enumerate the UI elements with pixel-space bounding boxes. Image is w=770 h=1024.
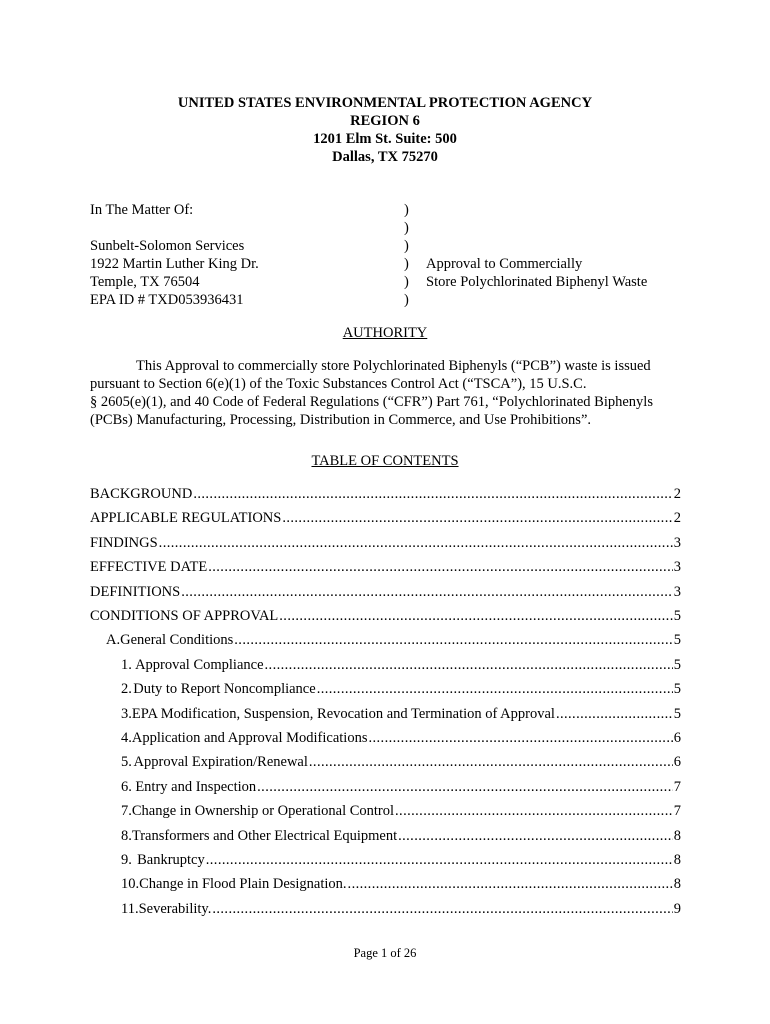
- toc-entry-page: 3: [673, 534, 681, 551]
- toc-entry-number: 7.: [121, 803, 132, 820]
- matter-of-label: In The Matter Of:: [90, 202, 194, 218]
- authority-line-1: This Approval to commercially store Polychlorinated Biphenyls (“PCB”) waste is issued: [136, 358, 651, 374]
- toc-entry-page: 8: [673, 876, 681, 893]
- toc-entry-label: Severability.: [138, 900, 212, 917]
- caption-subject-block: [426, 201, 746, 291]
- toc-entry[interactable]: [90, 558, 681, 576]
- toc-entry-page: 5: [673, 608, 681, 624]
- toc-entry[interactable]: [90, 583, 681, 601]
- toc-entry-label: EPA Modification, Suspension, Revocation and Termination of Approval: [131, 705, 555, 722]
- toc-entry-number: 2.: [121, 681, 132, 698]
- toc-entry-number: 4.: [121, 730, 132, 746]
- toc-heading: TABLE OF CONTENTS: [311, 453, 459, 469]
- toc-entry-label: Change in Ownership or Operational Control: [131, 803, 395, 820]
- paren: ): [404, 274, 409, 290]
- toc-leader-dots: [206, 851, 673, 869]
- toc-entry[interactable]: [90, 509, 681, 527]
- toc-entry-page: 2: [673, 510, 681, 527]
- toc-entry-label: APPLICABLE REGULATIONS: [90, 510, 282, 527]
- toc-entry-label: Application and Approval Modifications: [131, 730, 368, 746]
- toc-entry-label: FINDINGS: [90, 534, 158, 551]
- toc-leader-dots: [234, 631, 672, 649]
- toc-entry[interactable]: [121, 802, 681, 820]
- paren: ): [404, 238, 409, 254]
- authority-line-3: § 2605(e)(1), and 40 Code of Federal Regulations (“CFR”) Part 761, “Polychlorinated Biphenyls: [90, 394, 653, 410]
- paren: ): [404, 220, 409, 236]
- toc-entry-number: A.: [106, 632, 121, 649]
- toc-entry-label: BACKGROUND: [90, 486, 193, 502]
- toc-entry[interactable]: [121, 705, 681, 723]
- toc-entry-page: 3: [673, 559, 681, 576]
- toc-entry[interactable]: [121, 875, 681, 893]
- toc-entry-number: 9.: [121, 852, 132, 868]
- agency-street: 1201 Elm St. Suite: 500: [313, 131, 457, 147]
- toc-leader-dots: [257, 778, 673, 796]
- toc-entry[interactable]: [121, 827, 681, 845]
- toc-entry-page: 5: [673, 705, 681, 722]
- toc-entry-page: 7: [673, 803, 681, 820]
- toc-entry-page: 5: [673, 656, 681, 673]
- toc-entry-label: EFFECTIVE DATE: [90, 559, 208, 576]
- toc-entry[interactable]: [121, 729, 681, 747]
- toc-entry[interactable]: [121, 680, 681, 698]
- toc-entry-number: 8.: [121, 827, 132, 844]
- toc-entry-label: General Conditions: [120, 632, 234, 649]
- toc-leader-dots: [398, 827, 673, 845]
- toc-entry[interactable]: [121, 778, 681, 796]
- toc-entry-label: Approval Compliance: [135, 656, 264, 673]
- toc-leader-dots: [556, 705, 673, 723]
- toc-entry-page: 8: [673, 827, 681, 844]
- caption-party-block: [90, 201, 390, 309]
- toc-entry-label: Approval Expiration/Renewal: [133, 754, 308, 771]
- toc-entry-number: 3.: [121, 705, 132, 722]
- toc-entry-number: 5.: [121, 754, 132, 771]
- page-number: Page 1 of 26: [353, 946, 417, 960]
- toc-leader-dots: [317, 680, 673, 698]
- toc-leader-dots: [279, 607, 672, 625]
- toc-entry[interactable]: [106, 631, 681, 649]
- toc-entry[interactable]: [90, 534, 681, 552]
- toc-entry-page: 2: [673, 486, 681, 502]
- toc-leader-dots: [208, 558, 673, 576]
- toc-leader-dots: [348, 875, 673, 893]
- toc-entry-page: 6: [673, 730, 681, 746]
- toc-leader-dots: [265, 656, 673, 674]
- toc-entry-label: Entry and Inspection: [135, 778, 257, 795]
- caption-parentheses: [404, 201, 418, 309]
- subject-line-2: Store Polychlorinated Biphenyl Waste: [426, 274, 648, 290]
- toc-leader-dots: [159, 534, 673, 552]
- toc-entry-label: CONDITIONS OF APPROVAL: [90, 608, 279, 624]
- toc-leader-dots: [368, 729, 672, 747]
- toc-entry-number: 1.: [121, 656, 132, 673]
- toc-leader-dots: [282, 509, 672, 527]
- agency-header: [0, 94, 770, 166]
- toc-entry-label: Bankruptcy: [137, 852, 205, 868]
- paren: ): [404, 292, 409, 308]
- authority-line-4: (PCBs) Manufacturing, Processing, Distribution in Commerce, and Use Prohibitions”.: [90, 412, 592, 428]
- toc-entry-label: Duty to Report Noncompliance: [133, 681, 316, 698]
- subject-line-1: Approval to Commercially: [426, 256, 583, 272]
- paren: ): [404, 202, 409, 218]
- toc-leader-dots: [181, 583, 673, 601]
- toc-leader-dots: [309, 753, 673, 771]
- toc-leader-dots: [395, 802, 673, 820]
- company-city: Temple, TX 76504: [90, 274, 200, 290]
- toc-entry-number: 10.: [121, 876, 140, 893]
- toc-entry-page: 8: [673, 852, 681, 868]
- paren: ): [404, 256, 409, 272]
- toc-entry[interactable]: [121, 753, 681, 771]
- toc-entry-page: 5: [673, 681, 681, 698]
- toc-entry-page: 6: [673, 754, 681, 771]
- toc-entry-label: Transformers and Other Electrical Equipment: [131, 827, 398, 844]
- toc-entry-page: 7: [673, 778, 681, 795]
- agency-name: UNITED STATES ENVIRONMENTAL PROTECTION AGENCY: [177, 95, 593, 111]
- toc-entry-label: DEFINITIONS: [90, 583, 181, 600]
- toc-entry-number: 6.: [121, 778, 132, 795]
- company-name: Sunbelt-Solomon Services: [90, 238, 245, 254]
- toc-entry-label: Change in Flood Plain Designation.: [139, 876, 347, 893]
- toc-entry-page: 5: [673, 632, 681, 649]
- toc-entry[interactable]: [90, 607, 681, 625]
- authority-paragraph: [90, 357, 682, 429]
- toc-entry[interactable]: [90, 485, 681, 503]
- agency-region: REGION 6: [350, 113, 420, 129]
- company-street: 1922 Martin Luther King Dr.: [90, 256, 259, 272]
- agency-city: Dallas, TX 75270: [332, 149, 438, 165]
- toc-entry-number: 11.: [121, 900, 139, 917]
- toc-leader-dots: [193, 485, 672, 503]
- toc-entry[interactable]: [121, 656, 681, 674]
- toc-entry-page: 3: [673, 583, 681, 600]
- epa-id: EPA ID # TXD053936431: [90, 292, 244, 308]
- authority-line-2: pursuant to Section 6(e)(1) of the Toxic Substances Control Act (“TSCA”), 15 U.S.C.: [90, 376, 587, 392]
- toc-entry[interactable]: [121, 900, 681, 918]
- toc-entry[interactable]: [121, 851, 681, 869]
- authority-heading: AUTHORITY: [342, 325, 428, 341]
- toc-entry-page: 9: [673, 900, 681, 917]
- toc-leader-dots: [212, 900, 672, 918]
